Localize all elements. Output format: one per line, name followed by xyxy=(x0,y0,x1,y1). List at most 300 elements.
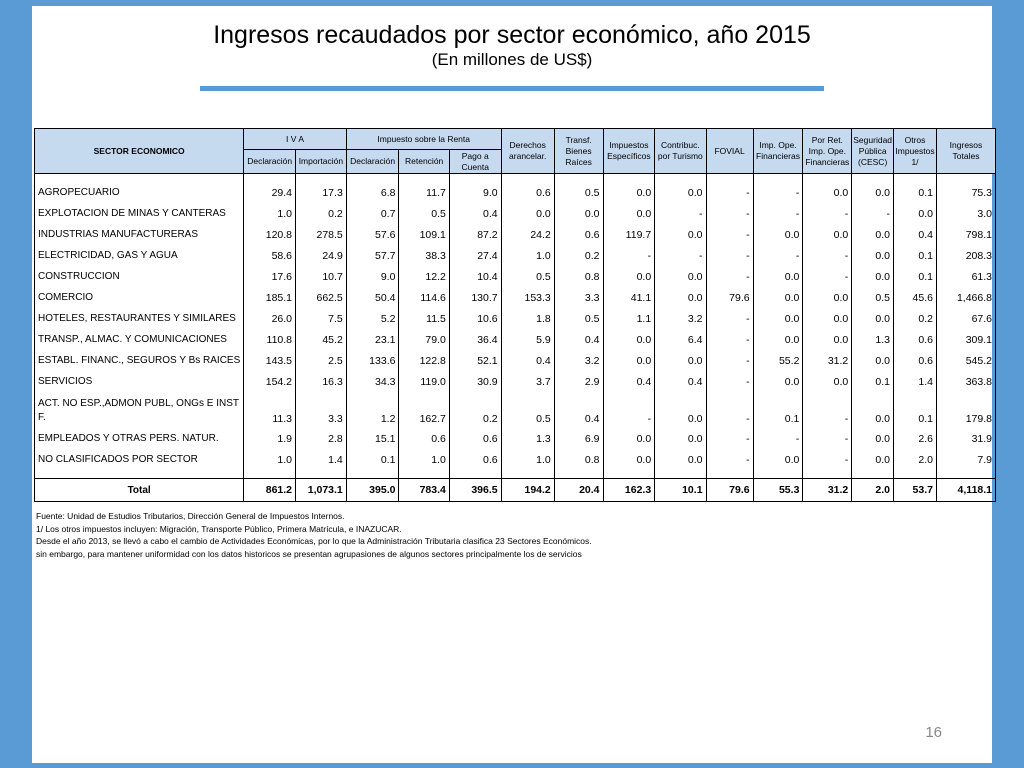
table-cell: 3.7 xyxy=(501,371,554,392)
table-cell: 0.0 xyxy=(603,449,655,470)
table-cell: 0.0 xyxy=(753,371,803,392)
table-cell: 0.1 xyxy=(346,449,399,470)
row-label: NO CLASIFICADOS POR SECTOR xyxy=(35,449,244,470)
table-cell: 0.6 xyxy=(449,428,501,449)
header-retencion: Retención xyxy=(399,150,449,174)
revenue-table xyxy=(34,128,996,502)
table-cell: 5.9 xyxy=(501,329,554,350)
table-row xyxy=(35,287,996,308)
table-cell: 0.0 xyxy=(655,266,706,287)
table-cell: - xyxy=(706,245,753,266)
table-cell: 10.4 xyxy=(449,266,501,287)
table-cell: 27.4 xyxy=(449,245,501,266)
header-importacion: Importación xyxy=(296,150,347,174)
table-cell: 1.4 xyxy=(296,449,347,470)
table-cell: 0.6 xyxy=(894,329,937,350)
table-cell: 12.2 xyxy=(399,266,449,287)
table-cell: 109.1 xyxy=(399,224,449,245)
table-cell: 143.5 xyxy=(244,350,296,371)
table-cell: 0.0 xyxy=(753,266,803,287)
table-cell: - xyxy=(706,224,753,245)
table-cell: 1.3 xyxy=(852,329,894,350)
table-cell: - xyxy=(603,245,655,266)
table-cell: 0.0 xyxy=(803,224,852,245)
spacer-cell xyxy=(449,470,501,479)
table-cell: - xyxy=(706,203,753,224)
table-cell: 6.9 xyxy=(554,428,603,449)
table-cell: 179.8 xyxy=(936,392,995,428)
total-cell: 861.2 xyxy=(244,479,296,502)
table-cell: 9.0 xyxy=(346,266,399,287)
table-cell: 0.6 xyxy=(501,182,554,203)
table-cell: 0.5 xyxy=(852,287,894,308)
table-cell: 30.9 xyxy=(449,371,501,392)
table-cell: 0.0 xyxy=(655,350,706,371)
row-label: Total xyxy=(35,479,244,502)
table-row xyxy=(35,449,996,470)
table-row xyxy=(35,224,996,245)
table-cell: 6.8 xyxy=(346,182,399,203)
row-label: EMPLEADOS Y OTRAS PERS. NATUR. xyxy=(35,428,244,449)
table-cell: 0.0 xyxy=(655,224,706,245)
table-cell: 114.6 xyxy=(399,287,449,308)
table-cell: - xyxy=(753,428,803,449)
table-cell: 67.6 xyxy=(936,308,995,329)
page-number: 16 xyxy=(925,724,942,741)
row-label: ACT. NO ESP.,ADMON PUBL, ONGs E INST F. xyxy=(35,392,244,428)
table-cell: - xyxy=(603,392,655,428)
table-cell: 0.8 xyxy=(554,449,603,470)
table-cell: 0.0 xyxy=(655,449,706,470)
table-cell: 0.6 xyxy=(449,449,501,470)
table-cell: 2.8 xyxy=(296,428,347,449)
table-cell: 2.5 xyxy=(296,350,347,371)
table-cell: 0.1 xyxy=(894,182,937,203)
spacer-cell xyxy=(501,174,554,183)
note-activity-change: Desde el año 2013, se llevó a cabo el cambio de Actividades Económicas, por lo que la Administración Tributaria clasifica 23 Sectores Económicos. xyxy=(36,536,592,546)
note-uniformity: sin embargo, para mantener uniformidad con los datos historicos se presentan agrupasiones de algunos sectores principalmente los de servicios xyxy=(36,548,582,559)
header-declaracion-iva: Declaración xyxy=(244,150,296,174)
table-cell: - xyxy=(803,203,852,224)
header-sector: SECTOR ECONOMICO xyxy=(35,129,244,174)
table-cell: 0.0 xyxy=(852,350,894,371)
table-cell: - xyxy=(803,449,852,470)
table-cell: 154.2 xyxy=(244,371,296,392)
table-cell: 1.0 xyxy=(244,203,296,224)
table-cell: 0.5 xyxy=(501,266,554,287)
table-cell: - xyxy=(852,203,894,224)
table-cell: 0.8 xyxy=(554,266,603,287)
spacer-cell xyxy=(554,174,603,183)
table-cell: 1.0 xyxy=(244,449,296,470)
table-cell: 0.0 xyxy=(603,203,655,224)
table-cell: 0.0 xyxy=(852,308,894,329)
table-cell: 38.3 xyxy=(399,245,449,266)
header-transf: Transf. Bienes Raíces xyxy=(554,129,603,174)
table-cell: 0.5 xyxy=(554,182,603,203)
total-cell: 194.2 xyxy=(501,479,554,502)
table-cell: 75.3 xyxy=(936,182,995,203)
spacer-cell xyxy=(35,174,244,183)
header-otros: Otros Impuestos 1/ xyxy=(894,129,937,174)
table-cell: 52.1 xyxy=(449,350,501,371)
table-cell: 0.0 xyxy=(852,428,894,449)
table-cell: 55.2 xyxy=(753,350,803,371)
table-cell: 0.0 xyxy=(894,203,937,224)
table-cell: - xyxy=(753,245,803,266)
spacer-cell xyxy=(501,470,554,479)
row-label: CONSTRUCCION xyxy=(35,266,244,287)
table-cell: 0.6 xyxy=(554,224,603,245)
table-cell: 0.0 xyxy=(852,449,894,470)
table-cell: 15.1 xyxy=(346,428,399,449)
table-cell: 6.4 xyxy=(655,329,706,350)
table-cell: - xyxy=(706,392,753,428)
table-cell: 3.2 xyxy=(554,350,603,371)
table-cell: 2.0 xyxy=(894,449,937,470)
table-cell: - xyxy=(706,266,753,287)
row-label: TRANSP., ALMAC. Y COMUNICACIONES xyxy=(35,329,244,350)
table-cell: 3.0 xyxy=(936,203,995,224)
table-cell: 0.0 xyxy=(753,287,803,308)
table-row xyxy=(35,371,996,392)
header-totales: Ingresos Totales xyxy=(936,129,995,174)
spacer-cell xyxy=(603,174,655,183)
total-row xyxy=(35,479,996,502)
spacer-cell xyxy=(803,174,852,183)
table-cell: 61.3 xyxy=(936,266,995,287)
table-cell: 309.1 xyxy=(936,329,995,350)
table-cell: - xyxy=(706,329,753,350)
table-body xyxy=(35,174,996,502)
table-cell: 0.5 xyxy=(554,308,603,329)
table-row xyxy=(35,203,996,224)
table-cell: 79.6 xyxy=(706,287,753,308)
table-cell: - xyxy=(753,182,803,203)
table-cell: 278.5 xyxy=(296,224,347,245)
total-cell: 1,073.1 xyxy=(296,479,347,502)
table-cell: 79.0 xyxy=(399,329,449,350)
table-cell: 0.0 xyxy=(554,203,603,224)
table-cell: 23.1 xyxy=(346,329,399,350)
total-cell: 53.7 xyxy=(894,479,937,502)
table-cell: 1.8 xyxy=(501,308,554,329)
table-cell: 11.3 xyxy=(244,392,296,428)
table-cell: 3.3 xyxy=(554,287,603,308)
table-cell: - xyxy=(803,266,852,287)
spacer-cell xyxy=(753,470,803,479)
table-cell: 119.7 xyxy=(603,224,655,245)
table-cell: 1.0 xyxy=(501,245,554,266)
table-cell: 119.0 xyxy=(399,371,449,392)
table-cell: - xyxy=(803,245,852,266)
spacer-cell xyxy=(894,470,937,479)
table-row xyxy=(35,308,996,329)
table-cell: 2.6 xyxy=(894,428,937,449)
table-cell: 363.8 xyxy=(936,371,995,392)
table-cell: 1.0 xyxy=(501,449,554,470)
spacer-cell xyxy=(706,470,753,479)
table-cell: 10.7 xyxy=(296,266,347,287)
table-cell: 0.2 xyxy=(554,245,603,266)
table-cell: 0.2 xyxy=(894,308,937,329)
table-row xyxy=(35,266,996,287)
table-cell: 0.0 xyxy=(753,308,803,329)
total-cell: 2.0 xyxy=(852,479,894,502)
spacer-cell xyxy=(244,470,296,479)
spacer-row xyxy=(35,174,996,183)
header-fovial: FOVIAL xyxy=(706,129,753,174)
slide-subtitle: (En millones de US$) xyxy=(431,50,593,69)
header-pago-cuenta: Pago a Cuenta xyxy=(449,150,501,174)
table-cell: 153.3 xyxy=(501,287,554,308)
table-cell: 0.1 xyxy=(894,266,937,287)
header-derechos: Derechos arancelar. xyxy=(501,129,554,174)
table-cell: 110.8 xyxy=(244,329,296,350)
table-cell: 87.2 xyxy=(449,224,501,245)
table-cell: 0.0 xyxy=(753,329,803,350)
title-block xyxy=(32,20,992,70)
row-label: COMERCIO xyxy=(35,287,244,308)
header-impope: Imp. Ope. Financieras xyxy=(753,129,803,174)
table-row xyxy=(35,428,996,449)
table-cell: 0.0 xyxy=(803,287,852,308)
spacer-row xyxy=(35,470,996,479)
spacer-cell xyxy=(554,470,603,479)
table-cell: 0.0 xyxy=(603,182,655,203)
table-row xyxy=(35,329,996,350)
table-cell: 0.0 xyxy=(753,224,803,245)
table-cell: 0.0 xyxy=(655,287,706,308)
table-cell: 41.1 xyxy=(603,287,655,308)
table-cell: 3.3 xyxy=(296,392,347,428)
table-cell: 10.6 xyxy=(449,308,501,329)
table-cell: 0.1 xyxy=(852,371,894,392)
table-cell: 0.6 xyxy=(894,350,937,371)
table-cell: - xyxy=(706,182,753,203)
table-cell: 9.0 xyxy=(449,182,501,203)
spacer-cell xyxy=(449,174,501,183)
table-cell: 1.1 xyxy=(603,308,655,329)
total-cell: 31.2 xyxy=(803,479,852,502)
header-especificos: Impuestos Específicos xyxy=(603,129,655,174)
table-cell: 0.0 xyxy=(603,329,655,350)
table-row xyxy=(35,182,996,203)
table-cell: 3.2 xyxy=(655,308,706,329)
spacer-cell xyxy=(346,174,399,183)
table-cell: 7.9 xyxy=(936,449,995,470)
spacer-cell xyxy=(753,174,803,183)
spacer-cell xyxy=(35,470,244,479)
spacer-cell xyxy=(655,470,706,479)
note-other-taxes: 1/ Los otros impuestos incluyen: Migración, Transporte Público, Primera Matrícula, e INAZUCAR. xyxy=(36,523,402,534)
table-cell: 0.0 xyxy=(852,245,894,266)
header-renta: Impuesto sobre la Renta xyxy=(346,129,501,150)
slide xyxy=(32,6,992,763)
spacer-cell xyxy=(894,174,937,183)
spacer-cell xyxy=(399,470,449,479)
table-cell: 0.0 xyxy=(753,449,803,470)
table-cell: 1.9 xyxy=(244,428,296,449)
table-cell: - xyxy=(706,371,753,392)
table-cell: 0.1 xyxy=(894,392,937,428)
table-cell: 45.6 xyxy=(894,287,937,308)
table-cell: 0.4 xyxy=(603,371,655,392)
table-cell: 1.4 xyxy=(894,371,937,392)
table-cell: - xyxy=(706,449,753,470)
table-cell: 0.0 xyxy=(852,182,894,203)
table-cell: 0.0 xyxy=(501,203,554,224)
table-cell: 24.2 xyxy=(501,224,554,245)
spacer-cell xyxy=(296,470,347,479)
table-cell: 0.0 xyxy=(655,182,706,203)
table-cell: 36.4 xyxy=(449,329,501,350)
table-cell: 120.8 xyxy=(244,224,296,245)
table-cell: 0.0 xyxy=(655,428,706,449)
table-cell: 0.4 xyxy=(554,329,603,350)
spacer-cell xyxy=(346,470,399,479)
table-cell: 162.7 xyxy=(399,392,449,428)
table-cell: 0.0 xyxy=(655,392,706,428)
table-cell: 185.1 xyxy=(244,287,296,308)
spacer-cell xyxy=(852,470,894,479)
table-cell: 5.2 xyxy=(346,308,399,329)
table-cell: - xyxy=(706,308,753,329)
row-label: HOTELES, RESTAURANTES Y SIMILARES xyxy=(35,308,244,329)
header-porret: Por Ret. Imp. Ope. Financieras xyxy=(803,129,852,174)
table-cell: 0.1 xyxy=(894,245,937,266)
table-cell: 31.9 xyxy=(936,428,995,449)
table-row xyxy=(35,392,996,428)
table-cell: 0.0 xyxy=(852,266,894,287)
table-cell: 133.6 xyxy=(346,350,399,371)
total-cell: 79.6 xyxy=(706,479,753,502)
total-cell: 396.5 xyxy=(449,479,501,502)
header-declaracion-renta: Declaración xyxy=(346,150,399,174)
table-cell: 1.2 xyxy=(346,392,399,428)
spacer-cell xyxy=(655,174,706,183)
total-cell: 4,118.1 xyxy=(936,479,995,502)
table-row xyxy=(35,350,996,371)
table-cell: 0.6 xyxy=(399,428,449,449)
table-cell: 11.5 xyxy=(399,308,449,329)
total-cell: 783.4 xyxy=(399,479,449,502)
table-cell: 50.4 xyxy=(346,287,399,308)
table-cell: 1.3 xyxy=(501,428,554,449)
table-cell: 0.0 xyxy=(803,308,852,329)
table-cell: 0.4 xyxy=(894,224,937,245)
table-cell: 11.7 xyxy=(399,182,449,203)
table-cell: 0.2 xyxy=(296,203,347,224)
table-cell: 26.0 xyxy=(244,308,296,329)
spacer-cell xyxy=(603,470,655,479)
table-cell: 31.2 xyxy=(803,350,852,371)
total-cell: 162.3 xyxy=(603,479,655,502)
spacer-cell xyxy=(936,174,995,183)
table-cell: 662.5 xyxy=(296,287,347,308)
table-cell: 0.0 xyxy=(603,266,655,287)
table-cell: 0.0 xyxy=(852,392,894,428)
table-cell: 0.5 xyxy=(501,392,554,428)
row-label: ESTABL. FINANC., SEGUROS Y Bs RAICES xyxy=(35,350,244,371)
table-cell: 0.4 xyxy=(655,371,706,392)
table-cell: 798.1 xyxy=(936,224,995,245)
table-cell: 57.7 xyxy=(346,245,399,266)
row-label: SERVICIOS xyxy=(35,371,244,392)
table-cell: 0.4 xyxy=(554,392,603,428)
header-turismo: Contribuc. por Turismo xyxy=(655,129,706,174)
total-cell: 395.0 xyxy=(346,479,399,502)
table-cell: 0.0 xyxy=(852,224,894,245)
table-cell: 0.4 xyxy=(449,203,501,224)
total-cell: 20.4 xyxy=(554,479,603,502)
table-row xyxy=(35,245,996,266)
row-label: ELECTRICIDAD, GAS Y AGUA xyxy=(35,245,244,266)
table-cell: 24.9 xyxy=(296,245,347,266)
table-cell: 16.3 xyxy=(296,371,347,392)
table-cell: - xyxy=(655,203,706,224)
note-source: Fuente: Unidad de Estudios Tributarios, Dirección General de Impuestos Internos. xyxy=(36,511,345,521)
table-cell: 58.6 xyxy=(244,245,296,266)
table-cell: 1.0 xyxy=(399,449,449,470)
table-cell: 2.9 xyxy=(554,371,603,392)
table-cell: 0.0 xyxy=(603,350,655,371)
table-cell: 7.5 xyxy=(296,308,347,329)
table-cell: - xyxy=(803,428,852,449)
table-cell: - xyxy=(706,350,753,371)
spacer-cell xyxy=(706,174,753,183)
spacer-cell xyxy=(936,470,995,479)
row-label: AGROPECUARIO xyxy=(35,182,244,203)
spacer-cell xyxy=(296,174,347,183)
table-cell: 0.0 xyxy=(603,428,655,449)
title-underline xyxy=(200,86,824,91)
total-cell: 10.1 xyxy=(655,479,706,502)
footnotes xyxy=(36,510,592,560)
table-cell: 34.3 xyxy=(346,371,399,392)
table-cell: - xyxy=(706,428,753,449)
total-cell: 55.3 xyxy=(753,479,803,502)
table-cell: 0.0 xyxy=(803,329,852,350)
table-cell: 45.2 xyxy=(296,329,347,350)
slide-title: Ingresos recaudados por sector económico, año 2015 xyxy=(213,21,811,49)
table-cell: 0.5 xyxy=(399,203,449,224)
table-cell: 0.1 xyxy=(753,392,803,428)
row-label: INDUSTRIAS MANUFACTURERAS xyxy=(35,224,244,245)
table-cell: 208.3 xyxy=(936,245,995,266)
header-iva: I V A xyxy=(244,129,347,150)
spacer-cell xyxy=(803,470,852,479)
header-cesc: Seguridad Pública (CESC) xyxy=(852,129,894,174)
table-cell: - xyxy=(655,245,706,266)
table-cell: - xyxy=(803,392,852,428)
table-cell: 17.3 xyxy=(296,182,347,203)
table-cell: 0.4 xyxy=(501,350,554,371)
table-cell: 29.4 xyxy=(244,182,296,203)
table-cell: 122.8 xyxy=(399,350,449,371)
table-cell: - xyxy=(753,203,803,224)
table-cell: 0.0 xyxy=(803,371,852,392)
table-cell: 57.6 xyxy=(346,224,399,245)
table-cell: 0.0 xyxy=(803,182,852,203)
table-cell: 130.7 xyxy=(449,287,501,308)
table-cell: 0.2 xyxy=(449,392,501,428)
spacer-cell xyxy=(244,174,296,183)
spacer-cell xyxy=(852,174,894,183)
table-cell: 1,466.8 xyxy=(936,287,995,308)
table-cell: 0.7 xyxy=(346,203,399,224)
spacer-cell xyxy=(399,174,449,183)
